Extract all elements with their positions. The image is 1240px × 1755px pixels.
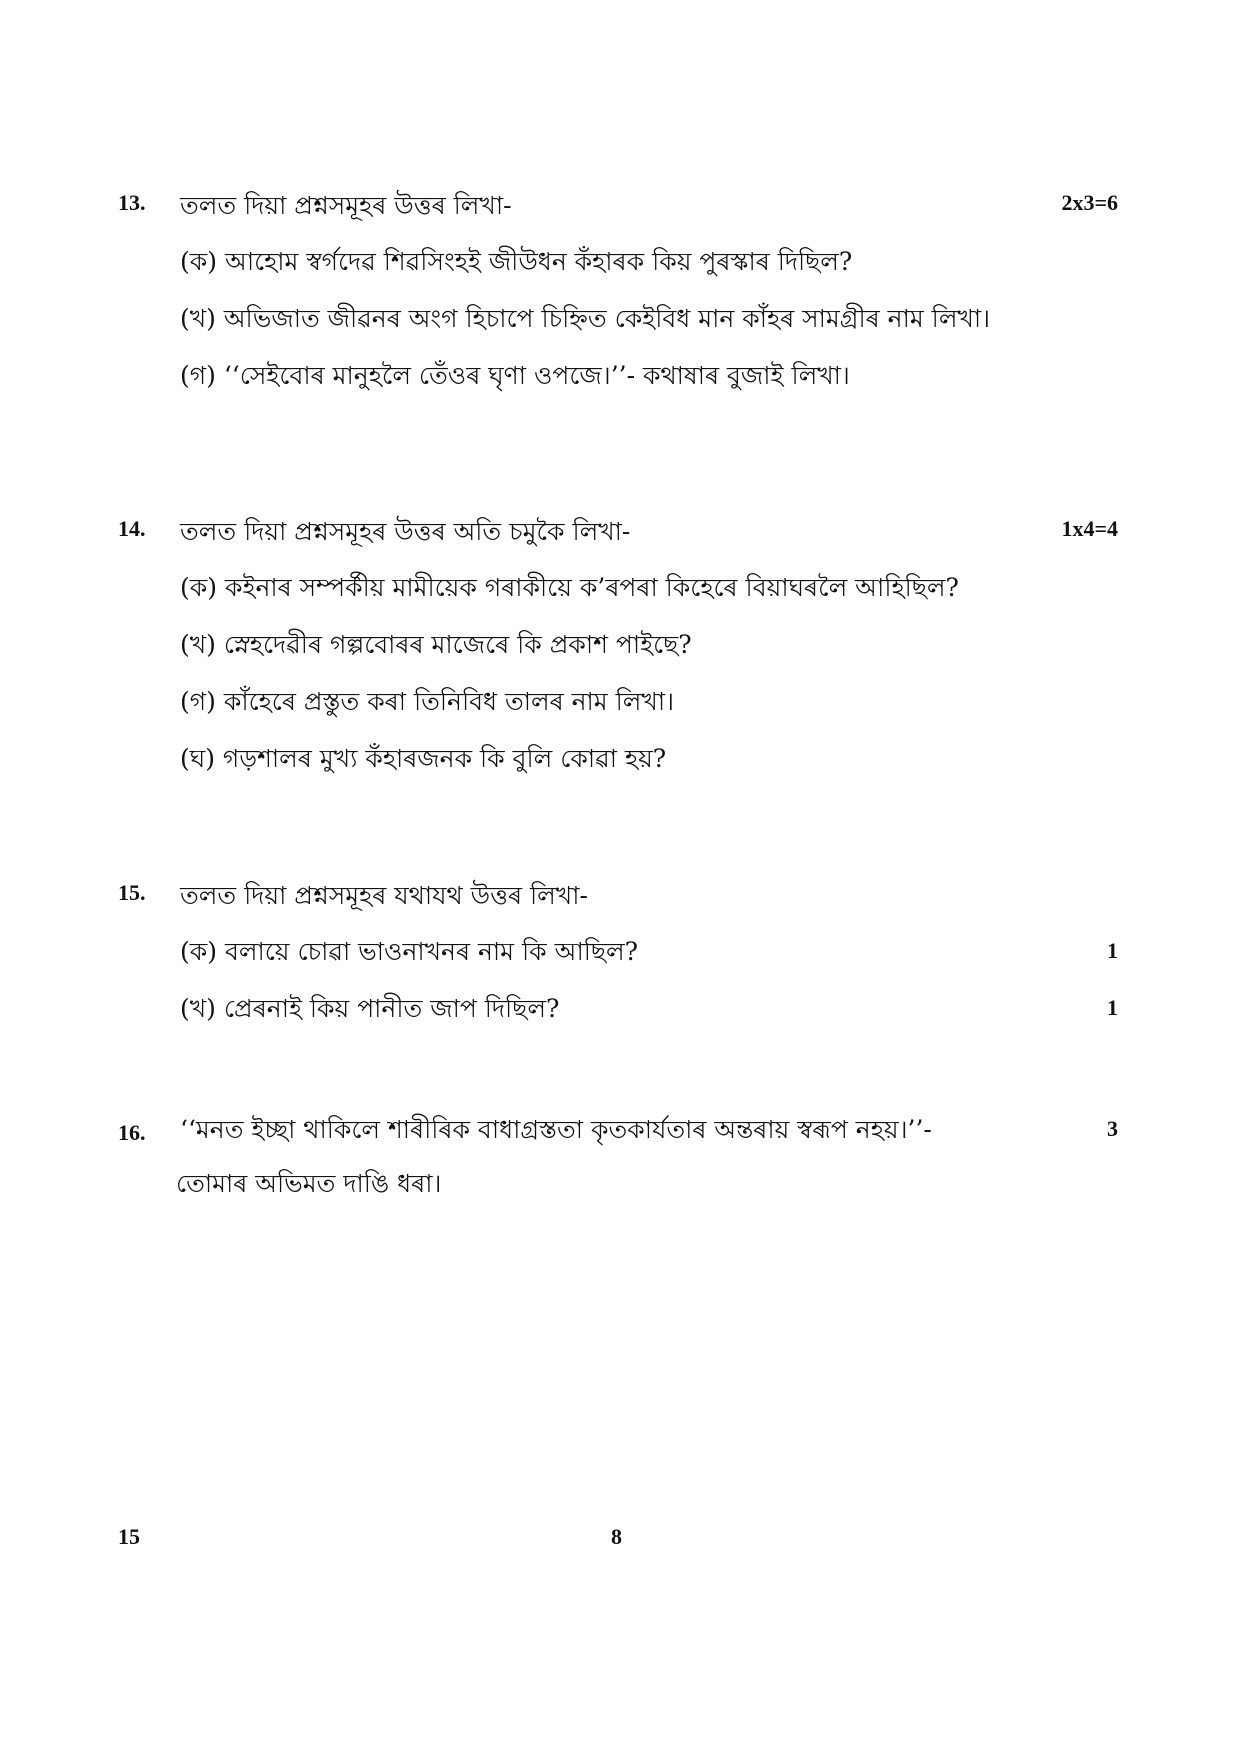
sub-question-label: (গ) (180, 361, 216, 390)
sub-question-text: ‘‘সেইবোৰ মানুহলৈ তেঁওৰ ঘৃণা ওপজে।’’- কথাষাৰ বুজাই লিখা। (223, 361, 850, 390)
sub-question-marks: 1 (1107, 938, 1118, 963)
sub-question-text: গড়শালৰ মুখ্য কঁহাৰজনক কি বুলি কোৱা হয়? (222, 744, 667, 773)
sub-question-text: কইনাৰ সম্পৰ্কীয় মামীয়েক গৰাকীয়ে ক’ৰপৰা কিহেৰে বিয়াঘৰলৈ আহিছিল? (224, 573, 959, 602)
question-13 (118, 186, 1118, 390)
sub-question (180, 682, 674, 725)
sub-question-label: (খ) (180, 994, 216, 1023)
sub-question (180, 625, 692, 668)
question-number: 13. (118, 190, 146, 215)
sub-question (180, 989, 559, 1032)
question-number: 14. (118, 516, 146, 541)
question-text-continued: তোমাৰ অভিমত দাঙি ধৰা। (176, 1169, 442, 1198)
sub-question-label: (ঘ) (180, 744, 215, 773)
sub-question-label: (ক) (180, 573, 217, 602)
question-marks: 1x4=4 (1061, 516, 1118, 541)
question-text: ‘‘মনত ইচ্ছা থাকিলে শাৰীৰিক বাধাগ্ৰস্ততা কৃতকাৰ্যতাৰ অন্তৰায় স্বৰূপ নহয়।’’- (180, 1115, 932, 1144)
question-number: 16. (118, 1120, 146, 1145)
sub-question-label: (গ) (180, 687, 216, 716)
sub-question-text: কাঁহেৰে প্ৰস্তুত কৰা তিনিবিধ তালৰ নাম লিখা। (223, 687, 675, 716)
sub-question-text: অভিজাত জীৱনৰ অংগ হিচাপে চিহ্নিত কেইবিধ মান কাঁহৰ সামগ্ৰীৰ নাম লিখা। (223, 304, 991, 333)
sub-question-text: আহোম স্বৰ্গদেৱ শিৱসিংহই জীউধন কঁহাৰক কিয় পুৰস্কাৰ দিছিল? (224, 247, 853, 276)
question-marks: 2x3=6 (1061, 190, 1118, 215)
question-15 (118, 876, 1118, 1026)
sub-question (180, 932, 638, 975)
sub-question-label: (ক) (180, 247, 217, 276)
sub-question (180, 242, 852, 285)
sub-question-label: (খ) (180, 304, 216, 333)
sub-question-text: স্নেহদেৱীৰ গল্পবোৰৰ মাজেৰে কি প্ৰকাশ পাইছে? (223, 630, 692, 659)
sub-question (180, 299, 990, 342)
sub-question-label: (খ) (180, 630, 216, 659)
question-marks: 3 (1107, 1116, 1118, 1141)
sub-question (180, 568, 959, 611)
paper-code: 15 (118, 1524, 140, 1549)
question-16 (118, 1110, 1118, 1220)
sub-question-marks: 1 (1107, 995, 1118, 1020)
question-text: তলত দিয়া প্ৰশ্নসমূহৰ উত্তৰ লিখা- (180, 191, 512, 220)
question-text: তলত দিয়া প্ৰশ্নসমূহৰ যথাযথ উত্তৰ লিখা- (180, 881, 588, 910)
sub-question (180, 356, 850, 399)
question-text: তলত দিয়া প্ৰশ্নসমূহৰ উত্তৰ অতি চমুকৈ লিখা- (180, 517, 631, 546)
sub-question-text: প্ৰেৰনাই কিয় পানীত জাপ দিছিল? (223, 994, 560, 1023)
sub-question-label: (ক) (180, 937, 217, 966)
sub-question (180, 739, 666, 782)
question-number: 15. (118, 880, 146, 905)
sub-question-text: বলায়ে চোৱা ভাওনাখনৰ নাম কি আছিল? (224, 937, 639, 966)
page-number: 8 (611, 1524, 622, 1549)
question-14 (118, 512, 1118, 772)
